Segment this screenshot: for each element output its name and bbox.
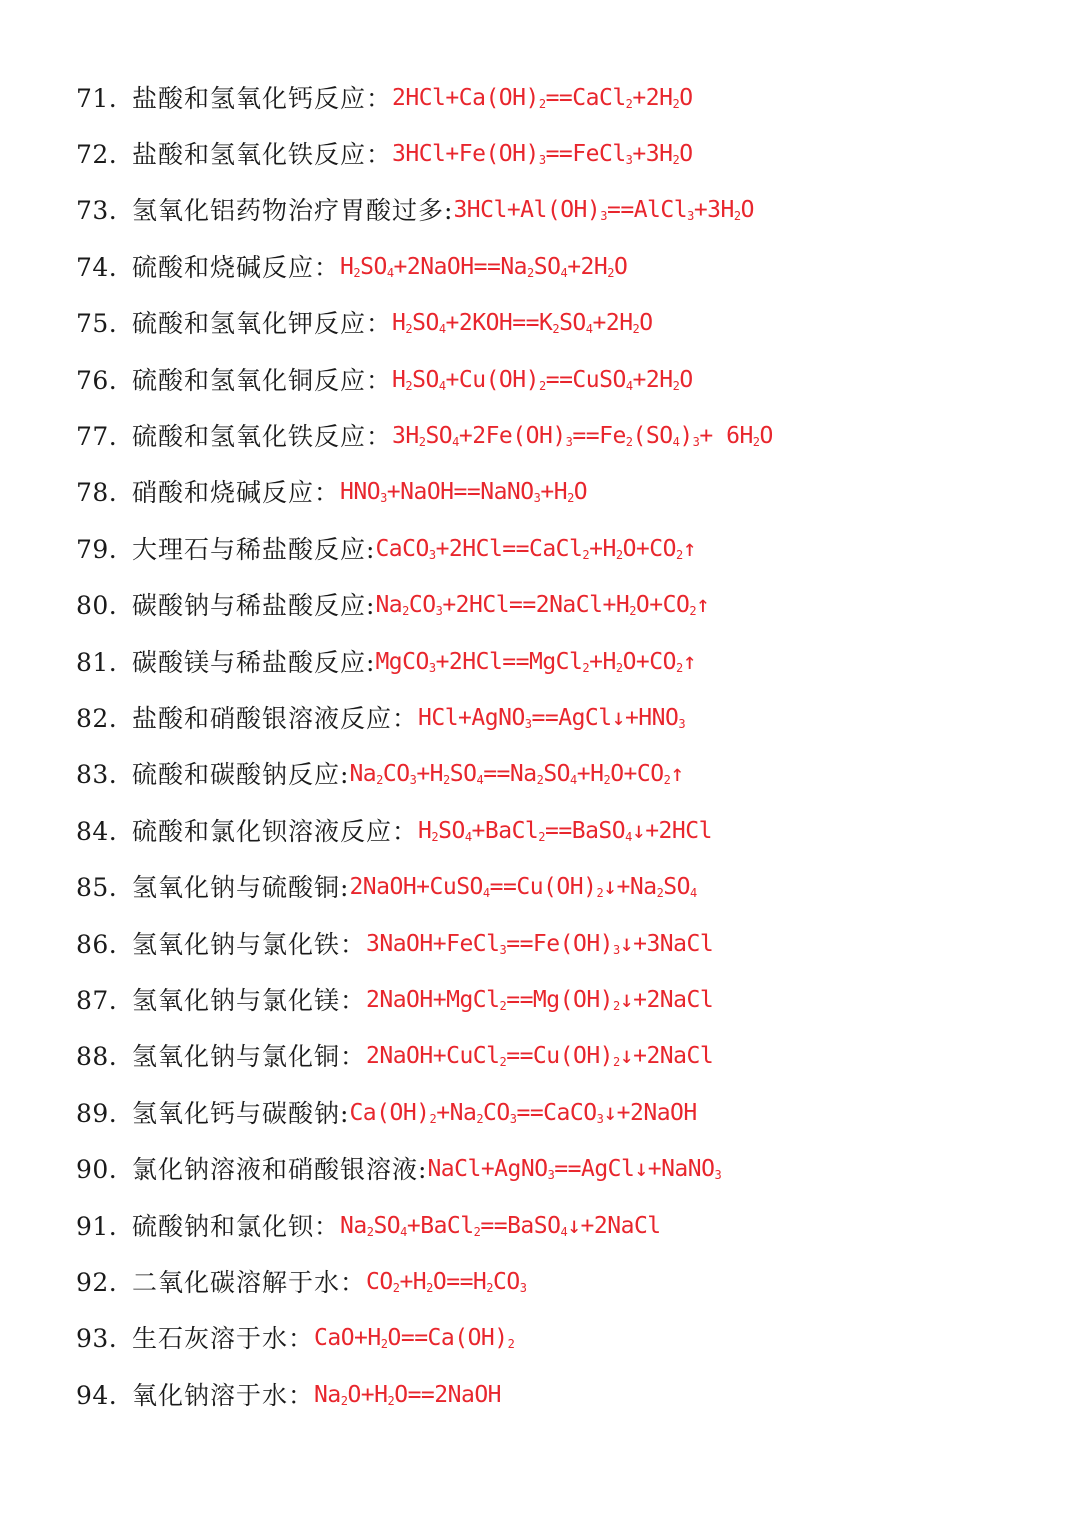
- equation-number: 83.: [76, 760, 118, 790]
- chemical-equation: $3NaOH+FeCl_3==Fe(OH)_3↓+3NaCl$: [366, 930, 714, 957]
- reaction-description: 氢氧化钠与氯化镁：: [132, 985, 367, 1015]
- reaction-description: 二氧化碳溶解于水：: [132, 1267, 367, 1297]
- reaction-description: 硝酸和烧碱反应：: [132, 478, 341, 508]
- equation-number: 85.: [76, 873, 118, 903]
- equation-row: [76, 1029, 1056, 1085]
- chemical-equation: $Na_2CO_3+H_2SO_4==Na_2SO_4+H_2O+CO_2↑$: [349, 761, 684, 788]
- chemical-equation: $3HCl+Al(OH)_3==AlCl_3+3H_2O$: [453, 197, 754, 224]
- reaction-description: 碳酸钠与稀盐酸反应:: [132, 591, 376, 621]
- equation-number: 78.: [76, 478, 118, 508]
- equation-row: [76, 747, 1056, 803]
- equation-row: [76, 70, 1056, 126]
- chemical-equation: $Na_2CO_3+2HCl==2NaCl+H_2O+CO_2↑$: [375, 592, 710, 619]
- equation-number: 92.: [76, 1267, 118, 1297]
- reaction-description: 氯化钠溶液和硝酸银溶液:: [132, 1155, 428, 1185]
- equation-row: [76, 183, 1056, 239]
- chemical-equation: $H_2SO_4+2KOH==K_2SO_4+2H_2O$: [392, 310, 653, 337]
- reaction-description: 硫酸和氯化钡溶液反应：: [132, 816, 419, 846]
- equation-number: 86.: [76, 929, 118, 959]
- reaction-description: 硫酸钠和氯化钡：: [132, 1211, 341, 1241]
- equation-number: 81.: [76, 647, 118, 677]
- chemical-equation: $3H_2SO_4+2Fe(OH)_3==Fe_2(SO_4)_3+ 6H_2O$: [392, 423, 773, 450]
- reaction-description: 氢氧化钙与碳酸钠:: [132, 1098, 350, 1128]
- chemical-equation: $2NaOH+MgCl_2==Mg(OH)_2↓+2NaCl$: [366, 986, 714, 1013]
- equation-number: 80.: [76, 591, 118, 621]
- reaction-description: 碳酸镁与稀盐酸反应:: [132, 647, 376, 677]
- chemical-equation: $2HCl+Ca(OH)_2==CaCl_2+2H_2O$: [392, 84, 693, 111]
- equation-row: [76, 634, 1056, 690]
- equation-number: 91.: [76, 1211, 118, 1241]
- equation-row: [76, 1141, 1056, 1197]
- equation-number: 94.: [76, 1380, 118, 1410]
- equation-number: 82.: [76, 703, 118, 733]
- equation-number: 87.: [76, 985, 118, 1015]
- equation-row: [76, 1367, 1056, 1423]
- chemical-equation: $Na_2O+H_2O==2NaOH$: [314, 1381, 502, 1408]
- equation-number: 93.: [76, 1324, 118, 1354]
- equation-number: 75.: [76, 309, 118, 339]
- equation-number: 79.: [76, 534, 118, 564]
- chemical-equation: $HCl+AgNO_3==AgCl↓+HNO_3$: [418, 704, 686, 731]
- equation-row: [76, 1198, 1056, 1254]
- equation-row: [76, 972, 1056, 1028]
- equation-number: 89.: [76, 1098, 118, 1128]
- equation-number: 76.: [76, 365, 118, 395]
- reaction-description: 盐酸和硝酸银溶液反应：: [132, 703, 419, 733]
- equation-row: [76, 126, 1056, 182]
- chemical-equation: $MgCO_3+2HCl==MgCl_2+H_2O+CO_2↑$: [375, 648, 697, 675]
- chemical-equation: $H_2SO_4+Cu(OH)_2==CuSO_4+2H_2O$: [392, 366, 693, 393]
- chemical-equation: $CO_2+H_2O==H_2CO_3$: [366, 1268, 527, 1295]
- chemical-equation: $HNO_3+NaOH==NaNO_3+H_2O$: [340, 479, 588, 506]
- equation-list: [76, 70, 1056, 1423]
- equation-row: [76, 352, 1056, 408]
- reaction-description: 盐酸和氢氧化铁反应：: [132, 140, 393, 170]
- equation-number: 71.: [76, 83, 118, 113]
- reaction-description: 氢氧化钠与硫酸铜:: [132, 873, 350, 903]
- chemical-equation: $H_2SO_4+2NaOH==Na_2SO_4+2H_2O$: [340, 253, 628, 280]
- chemical-equation: $2NaOH+CuCl_2==Cu(OH)_2↓+2NaCl$: [366, 1043, 714, 1070]
- reaction-description: 硫酸和碳酸钠反应:: [132, 760, 350, 790]
- reaction-description: 氧化钠溶于水：: [132, 1380, 315, 1410]
- chemical-equation: $Ca(OH)_2+Na_2CO_3==CaCO_3↓+2NaOH$: [349, 1099, 697, 1126]
- chemical-equation: $2NaOH+CuSO_4==Cu(OH)_2↓+Na_2SO_4$: [349, 874, 697, 901]
- equation-number: 88.: [76, 1042, 118, 1072]
- equation-row: [76, 803, 1056, 859]
- equation-number: 77.: [76, 422, 118, 452]
- equation-row: [76, 859, 1056, 915]
- equation-number: 73.: [76, 196, 118, 226]
- equation-row: [76, 578, 1056, 634]
- equation-row: [76, 521, 1056, 577]
- reaction-description: 大理石与稀盐酸反应:: [132, 534, 376, 564]
- reaction-description: 氢氧化铝药物治疗胃酸过多:: [132, 196, 454, 226]
- equation-number: 90.: [76, 1155, 118, 1185]
- equation-row: [76, 1085, 1056, 1141]
- chemical-equation: $CaO+H_2O==Ca(OH)_2$: [314, 1325, 515, 1352]
- chemical-equation: $3HCl+Fe(OH)_3==FeCl_3+3H_2O$: [392, 141, 693, 168]
- equation-row: [76, 408, 1056, 464]
- reaction-description: 硫酸和烧碱反应：: [132, 252, 341, 282]
- equation-row: [76, 239, 1056, 295]
- equation-number: 84.: [76, 816, 118, 846]
- equation-number: 74.: [76, 252, 118, 282]
- reaction-description: 生石灰溶于水：: [132, 1324, 315, 1354]
- equation-number: 72.: [76, 140, 118, 170]
- reaction-description: 硫酸和氢氧化铜反应：: [132, 365, 393, 395]
- equation-row: [76, 1254, 1056, 1310]
- reaction-description: 氢氧化钠与氯化铜：: [132, 1042, 367, 1072]
- chemical-equation: NaCl+AgNO$_3$==AgCl↓+NaNO$_3$: [427, 1156, 722, 1183]
- equation-row: [76, 296, 1056, 352]
- reaction-description: 氢氧化钠与氯化铁：: [132, 929, 367, 959]
- equation-row: [76, 916, 1056, 972]
- equation-row: [76, 1311, 1056, 1367]
- reaction-description: 盐酸和氢氧化钙反应：: [132, 83, 393, 113]
- reaction-description: 硫酸和氢氧化钾反应：: [132, 309, 393, 339]
- chemical-equation: $Na_2SO_4+BaCl_2==BaSO_4↓+2NaCl$: [340, 1212, 661, 1239]
- equation-row: [76, 465, 1056, 521]
- reaction-description: 硫酸和氢氧化铁反应：: [132, 422, 393, 452]
- equation-row: [76, 690, 1056, 746]
- chemical-equation: $H_2SO_4+BaCl_2==BaSO_4↓+2HCl$: [418, 817, 712, 844]
- chemical-equation: $CaCO_3+2HCl==CaCl_2+H_2O+CO_2↑$: [375, 535, 697, 562]
